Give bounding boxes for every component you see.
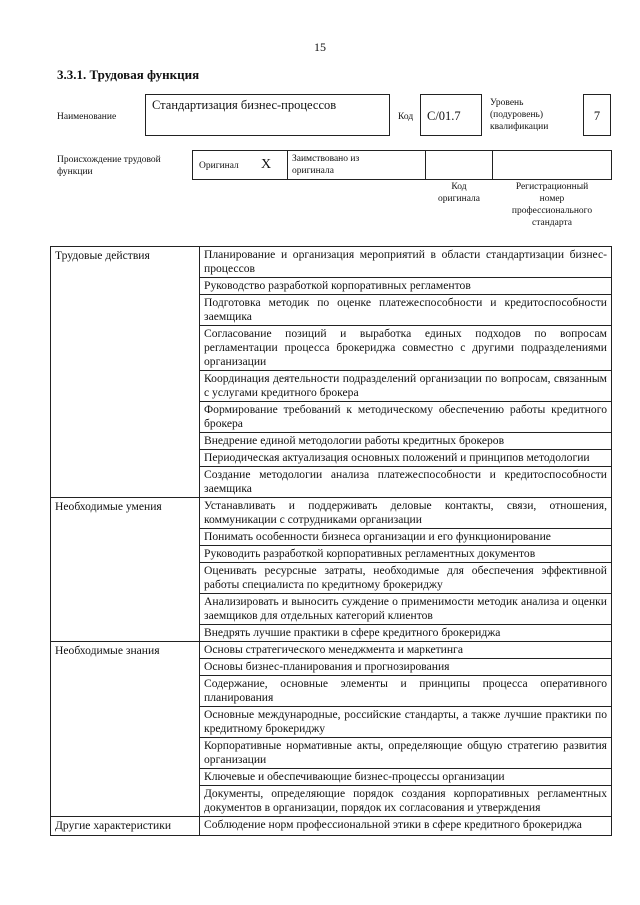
table-row xyxy=(51,817,612,836)
original-mark: X xyxy=(261,157,272,172)
list-item: Руководить разработкой корпоративных регламентных документов xyxy=(200,546,611,563)
name-value: Стандартизация бизнес-процессов xyxy=(152,98,337,112)
origin-borrowed-cell: Заимствовано из оригинала xyxy=(287,150,426,180)
list-item: Содержание, основные элементы и принципы процесса оперативного планирования xyxy=(200,676,611,707)
origin-regnum-cell xyxy=(492,150,612,180)
items-cell xyxy=(200,642,612,817)
code-label: Код xyxy=(398,112,414,122)
section-title: 3.3.1. Трудовая функция xyxy=(57,67,200,82)
code-caption: Код оригинала xyxy=(438,182,480,204)
list-item: Документы, определяющие порядок создания корпоративных регламентных документов в организации, порядок их согласования и утверждения xyxy=(204,787,607,814)
list-item: Внедрение единой методологии работы кредитных брокеров xyxy=(200,433,611,450)
name-value-box xyxy=(145,94,390,136)
list-item: Руководство разработкой корпоративных регламентов xyxy=(200,278,611,295)
list-item: Планирование и организация мероприятий в области стандартизации бизнес-процессов xyxy=(200,247,611,278)
origin-original-cell xyxy=(192,150,288,180)
list-item: Формирование требований к методическому обеспечению работы кредитного брокера xyxy=(200,402,611,433)
table-row xyxy=(51,498,612,642)
level-label: Уровень (подуровень) квалификации xyxy=(490,98,549,132)
page-number: 15 xyxy=(314,40,326,54)
function-table xyxy=(50,246,612,836)
list-item: Корпоративные нормативные акты, определяющие общую стратегию развития организации xyxy=(200,738,611,769)
level-value: 7 xyxy=(593,109,601,123)
items-cell xyxy=(200,817,612,836)
list-item: Внедрять лучшие практики в сфере кредитного брокериджа xyxy=(204,626,501,639)
regnum-caption: Регистрационный номер профессионального стандарта xyxy=(511,182,593,228)
origin-label: Происхождение трудовой функции xyxy=(57,155,161,177)
list-item: Основы бизнес-планирования и прогнозирования xyxy=(200,659,611,676)
category-cell: Другие характеристики xyxy=(51,817,200,836)
list-item: Координация деятельности подразделений организации по вопросам, связанным с услугами кредитного брокера xyxy=(200,371,611,402)
list-item: Ключевые и обеспечивающие бизнес-процессы организации xyxy=(200,769,611,786)
list-item: Основы стратегического менеджмента и маркетинга xyxy=(200,642,611,659)
list-item: Оценивать ресурсные затраты, необходимые для обеспечения эффективной работы специалиста по кредитному брокериджу xyxy=(200,563,611,594)
level-value-box xyxy=(583,94,611,136)
category-cell: Необходимые умения xyxy=(51,498,200,642)
category-cell: Необходимые знания xyxy=(51,642,200,817)
table-row xyxy=(51,642,612,817)
items-cell xyxy=(200,498,612,642)
table-row xyxy=(51,247,612,498)
list-item: Согласование позиций и выработка единых подходов по вопросам регламентации процесса брокериджа совместно с другими подразделениями организации xyxy=(200,326,611,371)
original-label: Оригинал xyxy=(199,161,239,171)
list-item: Понимать особенности бизнеса организации и его функционирование xyxy=(200,529,611,546)
list-item: Основные международные, российские стандарты, а также лучшие практики по кредитному брокериджу xyxy=(200,707,611,738)
list-item: Создание методологии анализа платежеспособности и кредитоспособности заемщика xyxy=(204,468,607,495)
origin-code-cell xyxy=(425,150,493,180)
name-label: Наименование xyxy=(57,112,117,122)
code-value-box xyxy=(420,94,482,136)
items-cell xyxy=(200,247,612,498)
list-item: Периодическая актуализация основных положений и принципов методологии xyxy=(200,450,611,467)
list-item: Подготовка методик по оценке платежеспособности и кредитоспособности заемщика xyxy=(200,295,611,326)
code-value: C/01.7 xyxy=(427,109,461,123)
list-item: Анализировать и выносить суждение о применимости методик анализа и оценки заемщиков для отдельных категорий клиентов xyxy=(200,594,611,625)
category-cell: Трудовые действия xyxy=(51,247,200,498)
list-item: Соблюдение норм профессиональной этики в сфере кредитного брокериджа xyxy=(204,818,582,831)
list-item: Устанавливать и поддерживать деловые контакты, связи, отношения, коммуникации с сотрудниками организации xyxy=(200,498,611,529)
